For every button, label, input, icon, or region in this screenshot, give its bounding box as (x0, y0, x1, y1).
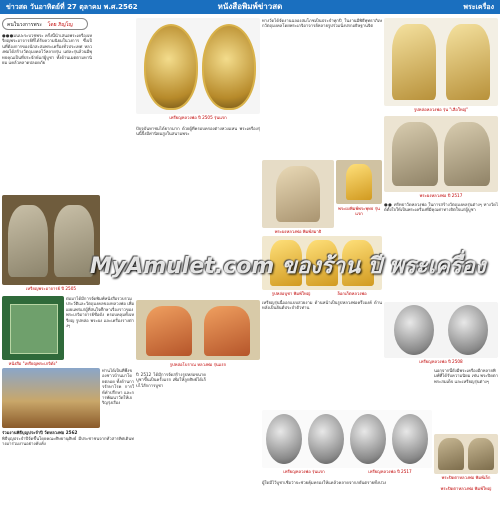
col4-caption-2: พระผงหลวงพ่อ ปี 2517 (419, 193, 463, 198)
statue-left (146, 306, 192, 356)
issue-date: ข่าวสด วันอาทิตย์ที่ 27 ตุลาคม พ.ศ.2562 (6, 3, 138, 11)
col2-caption-2: รูปหล่อโบราณ หลวงพ่อ รุ่นแรก (169, 362, 227, 367)
small-amulet (346, 164, 372, 200)
coin-back (202, 24, 256, 110)
col4-text-2 (434, 368, 498, 432)
col2-text-2 (136, 372, 206, 506)
col3-paragraph-1: ทางวัดได้จัดงานฉลองสมโภชเป็นประจำทุกปี ในงานมีพิธีพุทธาภิเษกวัตถุมงคลโดยพระเกจิอาจารย์หลายรูปร่วมนั่งปรกอธิษฐานจิต (262, 18, 382, 29)
col1-caption-2: หนังสือ "เหรียญพระเกจิดัง" (8, 361, 58, 366)
section-title: หนังสือพิมพ์ข่าวสด (217, 2, 283, 11)
col4-caption-4: พระปิดตาหลวงพ่อ พิมพ์เล็ก (441, 475, 491, 480)
col3-caption-4: ล็อกเก็ตหลวงพ่อ (337, 291, 367, 296)
col4-paragraph-2: นอกจากนี้ยังมีพระเครื่องอีกหลายพิมพ์ที่ได้รับความนิยม เช่น พระปิดตา พระสมเด็จ และเหรียญรุ่นต่างๆ (434, 368, 498, 384)
seated-amulet-left (8, 205, 48, 277)
col1-paragraph-2: ต่อมาได้มีการจัดพิมพ์หนังสือรวบรวมประวัติและวัตถุมงคลของหลวงพ่อ เพื่อเผยแพร่แก่ผู้ที่สนใจศึกษาเรื่องราวของพระเกจิอาจารย์ชื่อดัง ครอบคลุมทั้งเหรียญ รูปหล่อ พระผง และเครื่องรางต่างๆ (66, 296, 134, 329)
col3-text-3 (262, 480, 432, 506)
col1-text-2 (66, 296, 134, 360)
byline: โดย ภิญโญ (47, 22, 73, 28)
col4-pidta-photo (434, 434, 498, 474)
col3-caption-2: พระผงพิมพ์พระพุทธ รุ่นแรก (338, 206, 380, 216)
col2-caption-1: เหรียญหลวงพ่อ ปี 2505 รุ่นแรก (169, 115, 227, 120)
powder-amulet-1 (392, 122, 438, 186)
book-inner (10, 304, 58, 354)
pidta-amulet-1 (438, 438, 464, 470)
col3-caption-1: พระผงหลวงพ่อ พิมพ์สมาธิ (274, 229, 322, 234)
coin-3 (350, 414, 386, 464)
col4-paragraph-1: ●● ศรัทธาวัดหลวงพ่อ ในการสร้างวัตถุมงคลรุ่นต่างๆ ทางวัดได้ตั้งใจให้เป็นพระเครื่องที่มีคุณค่าทางจิตใจแก่ผู้บูชา (384, 202, 498, 213)
coin-4 (392, 414, 428, 464)
col4-tiger-photo (384, 18, 498, 106)
col3-paragraph-3: ผู้ใดมีไว้บูชาเชื่อว่าจะช่วยคุ้มครองให้แคล้วคลาดจากภยันตรายทั้งปวง (262, 480, 387, 485)
statue-right (204, 306, 250, 356)
col2-paragraph-1: ปัจจุบันหาชมได้ยากมาก ด้วยผู้ที่ครอบครองต่างหวงแหน พระเครื่องรุ่นนี้จึงมีค่านิยมสูงในสนามพระ (136, 126, 260, 137)
col1-text-4 (2, 436, 134, 506)
column-badge-label: คนในวงการพระ (7, 22, 43, 28)
seated-amulet-right (54, 205, 94, 277)
tiger-statue-2 (446, 24, 490, 100)
tiger-statue-1 (392, 24, 436, 100)
col1-paragraph-3: ท่านได้เป็นที่พึ่งของชาวบ้านมาโดยตลอด ทั้งด้านการรักษาโรค การให้คำปรึกษา และการพัฒนาวัดให้เจริญรุ่งเรือง (102, 368, 134, 406)
col3-text-1 (262, 18, 382, 158)
col1-caption-1: เหรียญพระอาจารย์ ปี 2505 (25, 286, 77, 291)
col1-text-1 (2, 33, 92, 193)
col4-caption-1: รูปหล่อหลวงพ่อ รุ่น "เสือใหญ่" (413, 107, 469, 112)
col2-coin-photo (136, 18, 260, 114)
col3-small-photo (336, 160, 382, 204)
watermark: MyAmulet.com ของร้าน ปี พระเครื่อง (90, 254, 486, 279)
col4-caption-3: เหรียญหลวงพ่อ ปี 2508 (419, 359, 463, 364)
col3-tablet-photo (262, 160, 334, 228)
col4-coin-2 (448, 305, 488, 355)
col4-coin-1 (394, 305, 434, 355)
col2-text-1 (136, 126, 260, 246)
coin-1 (266, 414, 302, 464)
col1-caption-3: ร่วมงานพิธีบุญประจำปี วัดหลวงพ่อ 2562 (2, 430, 78, 435)
coin-front (144, 24, 198, 110)
col4-coin-photo (384, 302, 498, 358)
coin-2 (308, 414, 344, 464)
col3-caption-7: พระปิดตาหลวงพ่อ พิมพ์ใหญ่ (440, 486, 492, 491)
col3-caption-5: เหรียญหลวงพ่อ รุ่นแรก (283, 469, 325, 474)
powder-amulet-2 (444, 122, 490, 186)
col3-text-2 (262, 300, 382, 410)
col1-text-3 (102, 368, 134, 428)
page-header (0, 0, 500, 14)
book-cover (2, 296, 64, 360)
col4-powder-photo (384, 116, 498, 192)
col3-caption-6: เหรียญหลวงพ่อ ปี 2517 (368, 469, 412, 474)
tablet-amulet (276, 166, 320, 222)
col1-paragraph-4: พิธีบุญประจำปีจัดขึ้นโดยคณะศิษยานุศิษย์ มีประชาชนจากทั่วสารทิศเดินทางมาร่วมงานอย่างคับคั่ง (2, 436, 134, 447)
col2-paragraph-2: ปี 2512 ได้มีการจัดสร้างรูปหล่อขนาดบูชาขึ้นเป็นครั้งแรก เพื่อให้ลูกศิษย์ได้เก็บไว้สักการบูชา (136, 372, 206, 388)
col3-caption-3: รูปหล่อบูชา พิมพ์ใหญ่ (271, 291, 311, 296)
section-name: พระเครื่อง (463, 3, 494, 11)
column-badge (2, 18, 88, 30)
col1-paragraph-1: ●●●มนปะระบวชพระ ครั้งนี้นำเสนอพระเครื่องเหรียญพระอาจารย์ที่ได้รับความนิยมในวงการ ซึ่งเป็นที่ต้องการของนักสะสมพระเครื่องทั่วประเทศ หลวงพ่อได้สร้างวัตถุมงคลไว้หลายรุ่น แต่ละรุ่นล้วนมีพุทธคุณเป็นที่ประจักษ์แก่ผู้บูชา ทั้งด้านเมตตามหานิยม แคล้วคลาดปลอดภัย (2, 33, 92, 66)
col3-paragraph-2: เหรียญรุ่นนี้ออกแบบสวยงาม ด้านหน้าเป็นรูปหลวงพ่อครึ่งองค์ ด้านหลังเป็นยันต์ประจำตัวท่าน (262, 300, 382, 311)
pidta-amulet-2 (468, 438, 494, 470)
col2-statue-photo (136, 300, 260, 360)
event-photo (2, 368, 100, 428)
col3-coins-photo (262, 410, 432, 468)
col1-amulet-photo (2, 195, 100, 285)
